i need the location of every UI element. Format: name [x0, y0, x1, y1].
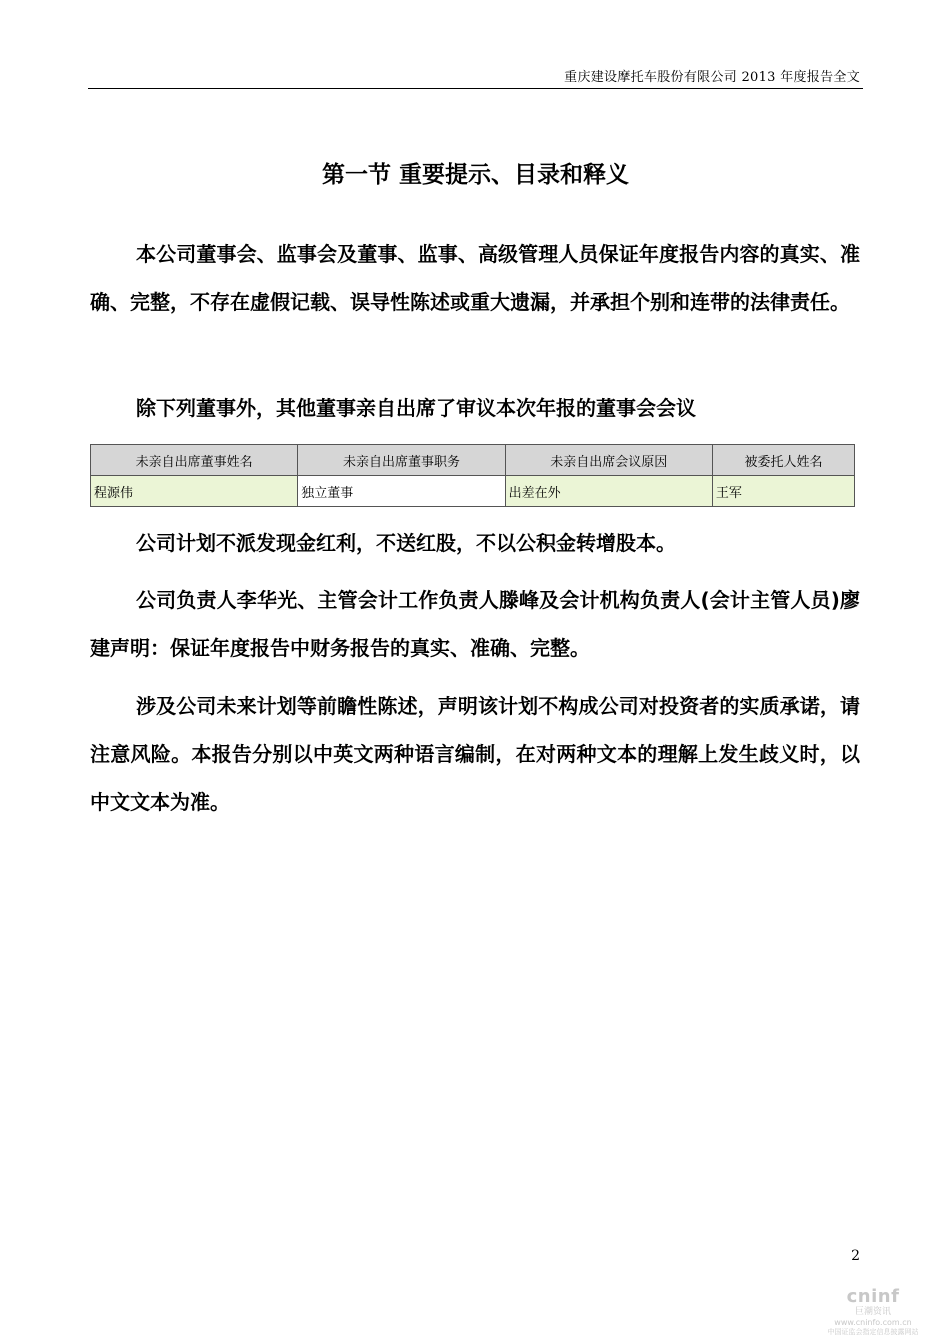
header-divider [88, 88, 863, 89]
cninfo-watermark [818, 1286, 928, 1338]
table-header-cell: 被委托人姓名 [712, 445, 854, 476]
table-cell: 独立董事 [298, 476, 505, 507]
report-header: 重庆建设摩托车股份有限公司 2013 年度报告全文 [564, 70, 860, 85]
table-header-cell: 未亲自出席董事职务 [298, 445, 505, 476]
table-row [91, 476, 855, 507]
table-header-cell: 未亲自出席会议原因 [505, 445, 712, 476]
section-title: 第一节 重要提示、目录和释义 [321, 162, 629, 188]
table-header-row [91, 445, 855, 476]
absent-directors-table [90, 444, 855, 507]
table-cell: 王军 [712, 476, 854, 507]
table-header-cell: 未亲自出席董事姓名 [91, 445, 298, 476]
watermark-cn: 巨潮资讯 [854, 1307, 891, 1317]
page-number: 2 [851, 1248, 860, 1264]
paragraph-absent-directors: 除下列董事外，其他董事亲自出席了审议本次年报的董事会会议 [136, 396, 696, 420]
paragraph-forward-looking: 涉及公司未来计划等前瞻性陈述，声明该计划不构成公司对投资者的实质承诺，请注意风险。本报告分别以中英文两种语言编制，在对两种文本的理解上发生歧义时，以中文文本为准。 [90, 694, 860, 814]
watermark-line: 中国证监会指定信息披露网站 [827, 1328, 919, 1336]
paragraph-responsibility: 本公司董事会、监事会及董事、监事、高级管理人员保证年度报告内容的真实、准确、完整，不存在虚假记载、误导性陈述或重大遗漏，并承担个别和连带的法律责任。 [90, 242, 860, 314]
watermark-url: www.cninfo.com.cn [834, 1318, 912, 1327]
table-cell: 出差在外 [505, 476, 712, 507]
paragraph-financial-statement: 公司负责人李华光、主管会计工作负责人滕峰及会计机构负责人(会计主管人员)廖建声明：保证年度报告中财务报告的真实、准确、完整。 [90, 588, 860, 660]
table-cell: 程源伟 [91, 476, 298, 507]
paragraph-dividend: 公司计划不派发现金红利，不送红股，不以公积金转增股本。 [136, 531, 676, 555]
watermark-logo: cninf [846, 1286, 900, 1307]
